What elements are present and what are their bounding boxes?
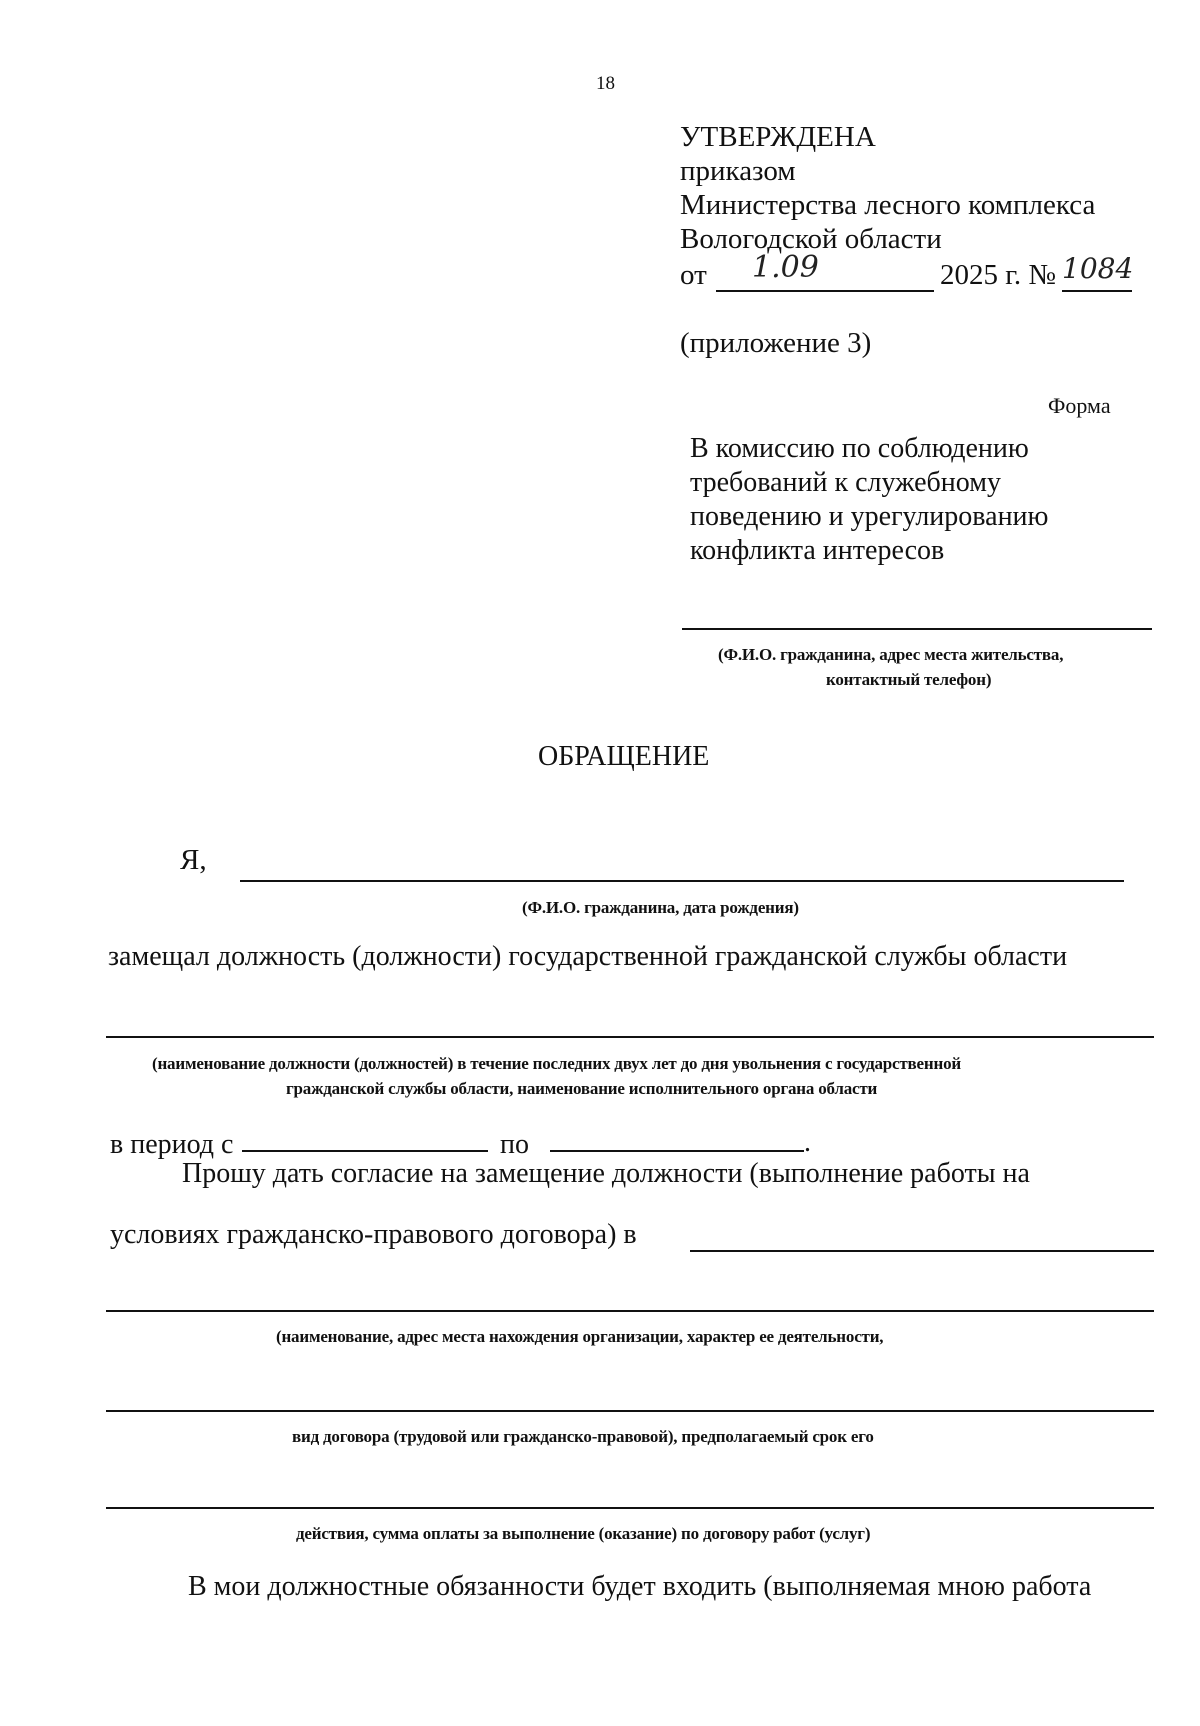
approval-appendix: (приложение 3) — [680, 327, 872, 359]
applicant-line — [682, 628, 1152, 630]
handwritten-date: 1.09 — [752, 250, 819, 285]
contract-line — [106, 1410, 1154, 1412]
payment-caption: действия, сумма оплаты за выполнение (оказание) по договору работ (услуг) — [296, 1524, 871, 1543]
org-caption: (наименование, адрес места нахождения организации, характер ее деятельности, — [276, 1327, 884, 1346]
addressee-line-3: поведению и урегулированию — [690, 501, 1049, 532]
fio-line — [240, 880, 1124, 882]
applicant-caption-1: (Ф.И.О. гражданина, адрес места жительства, — [718, 645, 1064, 664]
period-to-line — [550, 1150, 804, 1152]
position-line — [106, 1036, 1154, 1038]
approval-title: УТВЕРЖДЕНА — [680, 121, 876, 153]
period-from-label: в период с — [110, 1129, 234, 1160]
position-text: замещал должность (должности) государственной гражданской службы области — [108, 941, 1068, 972]
period-from-line — [242, 1150, 488, 1152]
addressee-line-2: требований к служебному — [690, 467, 1001, 498]
approval-line-3: Вологодской области — [680, 223, 942, 255]
position-caption-2: гражданской службы области, наименование исполнительного органа области — [286, 1079, 878, 1098]
period-end: . — [804, 1127, 811, 1158]
number-underline — [1062, 290, 1132, 292]
approval-line-2: Министерства лесного комплекса — [680, 189, 1096, 221]
page-number: 18 — [596, 73, 615, 94]
form-label: Форма — [1048, 393, 1111, 418]
request-line-1: Прошу дать согласие на замещение должности (выполнение работы на — [182, 1158, 1030, 1189]
fio-caption: (Ф.И.О. гражданина, дата рождения) — [522, 898, 799, 917]
i-label: Я, — [180, 844, 207, 876]
approval-year-text: 2025 г. № — [940, 259, 1057, 291]
doc-title: ОБРАЩЕНИЕ — [538, 741, 710, 772]
handwritten-number: 1084 — [1062, 252, 1134, 285]
payment-line — [106, 1507, 1154, 1509]
contract-caption: вид договора (трудовой или гражданско-правовой), предполагаемый срок его — [292, 1427, 874, 1446]
applicant-caption-2: контактный телефон) — [826, 670, 992, 689]
org-line-short — [690, 1250, 1154, 1252]
addressee-line-4: конфликта интересов — [690, 535, 945, 566]
addressee-line-1: В комиссию по соблюдению — [690, 433, 1029, 464]
date-underline — [716, 290, 934, 292]
request-line-2: условиях гражданско-правового договора) в — [110, 1219, 637, 1250]
approval-from-label: от — [680, 259, 707, 291]
org-line — [106, 1310, 1154, 1312]
position-caption-1: (наименование должности (должностей) в течение последних двух лет до дня увольнения с государственной — [152, 1054, 961, 1073]
approval-line-1: приказом — [680, 155, 796, 187]
period-to-label: по — [500, 1129, 529, 1160]
duties-line: В мои должностные обязанности будет входить (выполняемая мною работа — [188, 1571, 1092, 1602]
